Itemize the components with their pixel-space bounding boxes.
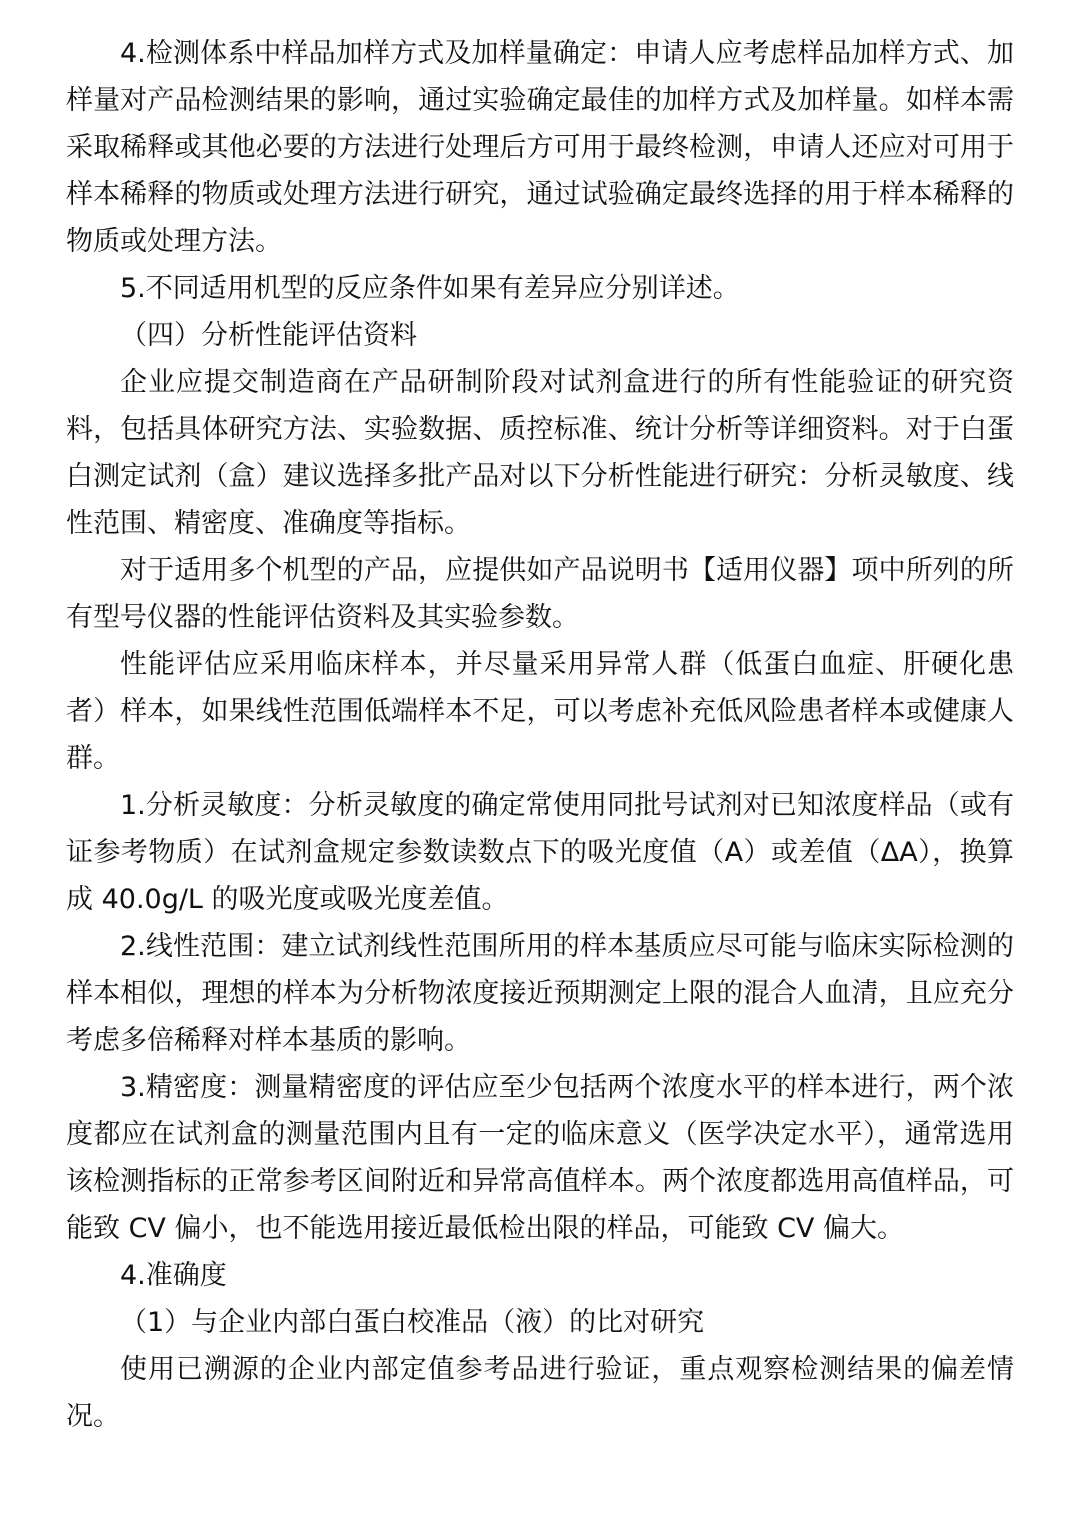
paragraph-performance-verification: 企业应提交制造商在产品研制阶段对试剂盒进行的所有性能验证的研究资料，包括具体研究方法、实验数据、质控标准、统计分析等详细资料。对于白蛋白测定试剂（盒）建议选择多批产品对以下分析性能进行研究：分析灵敏度、线性范围、精密度、准确度等指标。 <box>66 367 1014 539</box>
paragraph-precision: 3.精密度：测量精密度的评估应至少包括两个浓度水平的样本进行，两个浓度都应在试剂盒的测量范围内且有一定的临床意义（医学决定水平），通常选用该检测指标的正常参考区间附近和异常高值样本。两个浓度都选用高值样品，可能致 CV 偏小，也不能选用接近最低检出限的样品，可能致 CV 偏大。 <box>66 1072 1014 1244</box>
subheading-calibrator-comparison: （1）与企业内部白蛋白校准品（液）的比对研究 <box>120 1307 705 1338</box>
paragraph-clinical-samples: 性能评估应采用临床样本，并尽量采用异常人群（低蛋白血症、肝硬化患者）样本，如果线性范围低端样本不足，可以考虑补充低风险患者样本或健康人群。 <box>66 649 1014 774</box>
paragraph-multiple-instruments: 对于适用多个机型的产品，应提供如产品说明书【适用仪器】项中所列的所有型号仪器的性能评估资料及其实验参数。 <box>66 555 1014 633</box>
paragraph-analytical-sensitivity: 1.分析灵敏度：分析灵敏度的确定常使用同批号试剂对已知浓度样品（或有证参考物质）在试剂盒规定参数读数点下的吸光度值（A）或差值（ΔA），换算成 40.0g/L 的吸光度或吸光度差值。 <box>66 790 1014 915</box>
paragraph-reaction-conditions: 5.不同适用机型的反应条件如果有差异应分别详述。 <box>120 273 740 304</box>
paragraph-reference-verification: 使用已溯源的企业内部定值参考品进行验证，重点观察检测结果的偏差情况。 <box>66 1354 1014 1432</box>
paragraph-linear-range: 2.线性范围：建立试剂线性范围所用的样本基质应尽可能与临床实际检测的样本相似，理想的样本为分析物浓度接近预期测定上限的混合人血清，且应充分考虑多倍稀释对样本基质的影响。 <box>66 931 1014 1056</box>
subheading-accuracy: 4.准确度 <box>120 1260 227 1291</box>
section-heading-analytical-performance: （四）分析性能评估资料 <box>120 320 417 351</box>
paragraph-sample-addition: 4.检测体系中样品加样方式及加样量确定：申请人应考虑样品加样方式、加样量对产品检测结果的影响，通过实验确定最佳的加样方式及加样量。如样本需采取稀释或其他必要的方法进行处理后方可用于最终检测，申请人还应对可用于样本稀释的物质或处理方法进行研究，通过试验确定最终选择的用于样本稀释的物质或处理方法。 <box>66 38 1014 257</box>
